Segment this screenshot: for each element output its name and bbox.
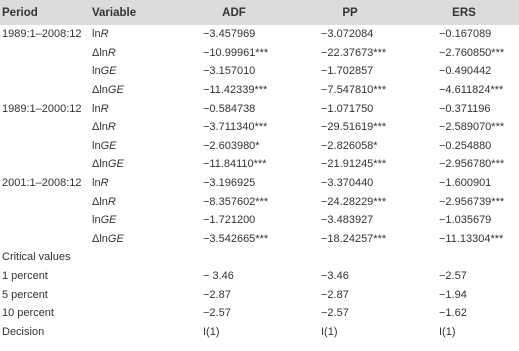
critical-level-label: 1 percent [2,270,48,283]
adf-critical-cell: − 3.46 [203,270,234,283]
variable-cell: ΔlnGE [92,84,124,97]
adf-decision-cell: I(1) [203,325,220,338]
variable-cell: ΔlnGE [92,232,124,245]
ers-cell: −2.760850*** [439,46,505,59]
header-period: Period [2,6,38,19]
variable-cell: lnR [92,102,109,115]
period-cell: 2001:1–2008:12 [2,177,82,190]
header-pp: PP [342,6,358,19]
pp-decision-cell: I(1) [321,325,338,338]
adf-cell: −3.542665*** [203,232,269,245]
period-cell [0,44,92,63]
variable-cell: ΔlnR [92,121,116,134]
pp-cell: −21.91245*** [321,158,387,171]
critical-values-heading: Critical values [2,251,71,264]
critical-row [0,267,519,286]
critical-row [0,285,519,304]
pp-critical-cell: −2.87 [321,288,349,301]
pp-cell: −29.51619*** [321,121,387,134]
pp-critical-cell: −3.46 [321,270,349,283]
ers-critical-cell: −1.94 [439,288,467,301]
table-row [0,118,519,137]
ers-cell: −2.589070*** [439,121,505,134]
adf-cell: −0.584738 [203,102,256,115]
ers-cell: −0.254880 [439,139,492,152]
pp-cell: −22.37673*** [321,46,387,59]
variable-symbol: R [107,121,116,134]
variable-symbol: GE [107,158,124,171]
variable-cell: ΔlnGE [92,158,124,171]
variable-symbol: R [100,102,109,115]
ers-cell: −1.035679 [439,214,492,227]
variable-symbol: GE [100,139,117,152]
variable-symbol: R [100,177,109,190]
pp-cell: −1.071750 [321,102,374,115]
adf-cell: −2.603980* [203,139,260,152]
period-cell [0,81,92,100]
pp-cell: −2.826058* [321,139,378,152]
critical-level-label: 10 percent [2,307,54,320]
pp-critical-cell: −2.57 [321,307,349,320]
ers-critical-cell: −2.57 [439,270,467,283]
pp-cell: −3.072084 [321,28,374,41]
period-cell [0,211,92,230]
pp-cell: −24.28229*** [321,195,387,208]
adf-cell: −8.357602*** [203,195,269,208]
variable-cell: lnR [92,28,109,41]
ers-cell: −0.490442 [439,65,492,78]
variable-cell: lnGE [92,65,117,78]
adf-cell: −3.711340*** [203,121,268,134]
ers-cell: −0.167089 [439,28,492,41]
period-cell: 1989:1–2000:12 [2,102,82,115]
adf-cell: −11.42339*** [203,84,268,97]
ers-cell: −1.600901 [439,177,492,190]
header-variable: Variable [92,6,137,19]
decision-row [0,323,519,342]
empty-cell [92,285,177,304]
period-cell [0,137,92,156]
table-row [0,99,519,118]
variable-symbol: GE [100,65,117,78]
adf-cell: −3.196925 [203,177,256,190]
variable-cell: ΔlnR [92,46,116,59]
variable-cell: ΔlnR [92,195,116,208]
adf-critical-cell: −2.87 [203,288,231,301]
variable-symbol: GE [107,232,124,245]
ers-cell: −2.956780*** [439,158,505,171]
period-cell: 1989:1–2008:12 [2,28,82,41]
ers-cell: −11.13304*** [439,232,504,245]
pp-cell: −3.370440 [321,177,374,190]
critical-level-label: 5 percent [2,288,48,301]
period-cell [0,155,92,174]
variable-symbol: R [107,195,116,208]
adf-cell: −1.721200 [203,214,256,227]
empty-cell [92,267,177,286]
decision-label: Decision [2,325,45,338]
table-row [0,81,519,100]
header-ers: ERS [452,6,476,19]
variable-cell: lnGE [92,214,117,227]
variable-cell: lnGE [92,139,117,152]
empty-cell [92,304,177,323]
ers-critical-cell: −1.62 [439,307,467,320]
variable-symbol: R [100,28,109,41]
pp-cell: −18.24257*** [321,232,387,245]
table-row [0,25,519,44]
table-header [0,0,519,25]
table-row [0,174,519,193]
variable-symbol: R [107,46,116,59]
table-row [0,211,519,230]
table-body [0,25,519,341]
pp-cell: −3.483927 [321,214,374,227]
table-row [0,62,519,81]
table-row [0,137,519,156]
table-row [0,155,519,174]
adf-cell: −11.84110*** [203,158,267,171]
critical-row [0,304,519,323]
period-cell [0,230,92,249]
adf-cell: −3.457969 [203,28,256,41]
critical-values-heading-row [0,248,519,267]
variable-symbol: GE [107,84,124,97]
ers-cell: −4.611824*** [439,84,504,97]
table-row [0,44,519,63]
header-adf: ADF [222,6,246,19]
variable-cell: lnR [92,177,109,190]
pp-cell: −7.547810*** [321,84,387,97]
period-cell [0,192,92,211]
period-cell [0,62,92,81]
adf-critical-cell: −2.57 [203,307,231,320]
header-row [0,0,519,25]
adf-cell: −10.99961*** [203,46,269,59]
empty-cell [92,323,177,342]
adf-cell: −3.157010 [203,65,256,78]
variable-symbol: GE [100,214,117,227]
ers-cell: −2.956739*** [439,195,505,208]
ers-decision-cell: I(1) [439,325,456,338]
period-cell [0,118,92,137]
table-row [0,230,519,249]
ers-cell: −0.371196 [439,102,491,115]
table-row [0,192,519,211]
pp-cell: −1.702857 [321,65,374,78]
